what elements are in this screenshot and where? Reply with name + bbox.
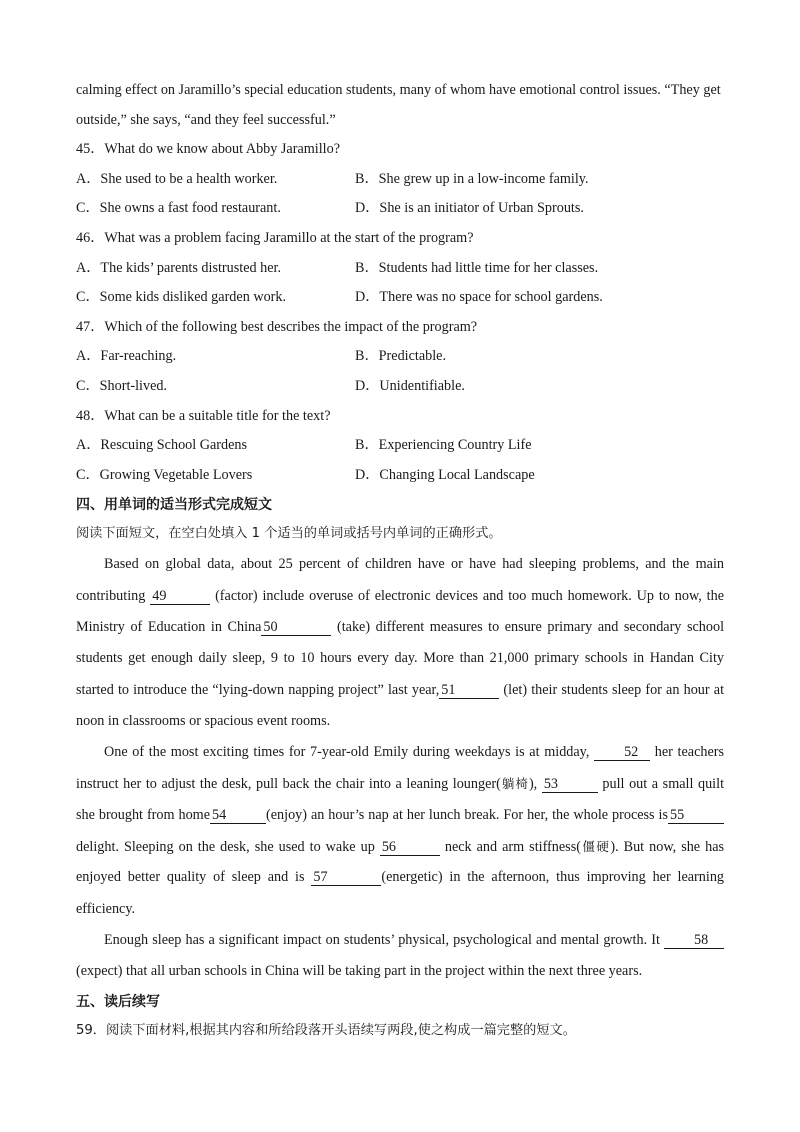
text: pull out a small quilt bbox=[602, 776, 725, 793]
blank-55[interactable]: 55 bbox=[668, 807, 724, 824]
section-4-heading: 四、用单词的适当形式完成短文 bbox=[76, 497, 272, 514]
question-47 bbox=[76, 313, 724, 402]
paragraph-line bbox=[76, 612, 724, 643]
text: Based on global data, about 25 percent of children have or have had sleeping problems, and the main bbox=[104, 556, 724, 573]
option-b: B．Students had little time for her classes. bbox=[355, 259, 599, 276]
option-c: C．She owns a fast food restaurant. bbox=[76, 200, 281, 217]
section-5-heading: 五、读后续写 bbox=[76, 994, 160, 1011]
text: enjoyed better quality of sleep and is bbox=[76, 869, 305, 886]
blank-56[interactable]: 56 bbox=[380, 839, 440, 856]
text: instruct her to adjust the desk, pull back the chair into a leaning lounger( bbox=[76, 776, 501, 793]
question-46 bbox=[76, 224, 724, 313]
text: delight. Sleeping on the desk, she used to wake up bbox=[76, 838, 375, 855]
passage-line: calming effect on Jaramillo’s special education students, many of whom have emotional control issues. “They get bbox=[76, 82, 721, 98]
text: she brought from home bbox=[76, 806, 211, 823]
paragraph-line bbox=[76, 768, 724, 799]
text: students get enough daily sleep, 9 to 10 hours every day. More than 21,000 primary schools in Handan City bbox=[76, 650, 724, 667]
option-c: C．Short-lived. bbox=[76, 377, 168, 394]
text: 僵硬 bbox=[580, 838, 611, 854]
text: Enough sleep has a significant impact on students’ physical, psychological and mental growth. It bbox=[104, 931, 660, 948]
text: Ministry of Education in China bbox=[76, 618, 262, 635]
blank-58[interactable]: 58 bbox=[664, 932, 724, 949]
question-stem: 47．Which of the following best describes the impact of the program? bbox=[76, 318, 478, 335]
paragraph-line bbox=[76, 925, 724, 956]
text: contributing bbox=[76, 587, 146, 604]
text: efficiency. bbox=[76, 900, 136, 917]
option-b: B．Experiencing Country Life bbox=[355, 437, 532, 454]
question-stem: 46．What was a problem facing Jaramillo at the start of the program? bbox=[76, 229, 474, 246]
paragraph-line bbox=[76, 675, 724, 706]
text: (expect) that all urban schools in China will be taking part in the project within the next three years. bbox=[76, 963, 643, 980]
passage-ending bbox=[76, 76, 724, 135]
option-c: C．Growing Vegetable Lovers bbox=[76, 466, 253, 483]
option-b: B．She grew up in a low-income family. bbox=[355, 170, 589, 187]
text: (energetic) in the afternoon, thus improving her learning bbox=[381, 869, 725, 886]
paragraph-line bbox=[76, 549, 724, 580]
blank-50[interactable]: 50 bbox=[261, 619, 331, 636]
paragraph-line bbox=[76, 737, 724, 768]
paragraph-line bbox=[76, 862, 724, 893]
option-d: D．She is an initiator of Urban Sprouts. bbox=[355, 200, 584, 217]
question-stem: 48．What can be a suitable title for the text? bbox=[76, 407, 331, 424]
text: her teachers bbox=[654, 744, 725, 761]
option-b: B．Predictable. bbox=[355, 348, 447, 365]
paragraph-line bbox=[76, 956, 724, 987]
blank-53[interactable]: 53 bbox=[542, 776, 598, 793]
text: ), bbox=[528, 776, 538, 793]
option-a: A．She used to be a health worker. bbox=[76, 170, 278, 187]
passage-line: outside,” she says, “and they feel successful.” bbox=[76, 111, 336, 128]
exam-page bbox=[76, 76, 724, 1046]
option-c: C．Some kids disliked garden work. bbox=[76, 289, 287, 306]
blank-51[interactable]: 51 bbox=[439, 682, 499, 699]
paragraph-line bbox=[76, 831, 724, 862]
question-45 bbox=[76, 135, 724, 224]
text: ). But now, she has bbox=[610, 838, 725, 855]
question-stem: 45．What do we know about Abby Jaramillo? bbox=[76, 141, 340, 158]
paragraph-line bbox=[76, 581, 724, 612]
blank-57[interactable]: 57 bbox=[311, 869, 381, 886]
paragraph-line bbox=[76, 800, 724, 831]
option-d: D．Unidentifiable. bbox=[355, 377, 465, 394]
question-48 bbox=[76, 402, 724, 491]
paragraph-line bbox=[76, 894, 724, 925]
text: started to introduce the “lying-down napping project” last year, bbox=[76, 681, 440, 698]
option-d: D．There was no space for school gardens. bbox=[355, 289, 603, 306]
cloze-paragraph-1 bbox=[76, 549, 724, 737]
cloze-paragraph-3 bbox=[76, 925, 724, 988]
text: (enjoy) an hour’s nap at her lunch break. For her, the whole process is bbox=[266, 806, 668, 823]
text: (factor) include overuse of electronic devices and too much homework. Up to now, the bbox=[215, 587, 725, 604]
section-4-instruction: 阅读下面短文，在空白处填入 1 个适当的单词或括号内单词的正确形式。 bbox=[76, 526, 502, 542]
blank-54[interactable]: 54 bbox=[210, 807, 266, 824]
text: neck and arm stiffness( bbox=[444, 838, 581, 855]
text: One of the most exciting times for 7-year-old Emily during weekdays is at midday, bbox=[104, 744, 590, 761]
paragraph-line bbox=[76, 706, 724, 737]
text: 躺椅 bbox=[500, 776, 529, 792]
blank-49[interactable]: 49 bbox=[150, 588, 210, 605]
text: noon in classrooms or spacious event rooms. bbox=[76, 712, 331, 729]
option-a: A．The kids’ parents distrusted her. bbox=[76, 259, 282, 276]
text: (let) their students sleep for an hour at bbox=[503, 681, 725, 698]
option-d: D．Changing Local Landscape bbox=[355, 466, 535, 483]
text: (take) different measures to ensure primary and secondary school bbox=[337, 618, 725, 635]
option-a: A．Rescuing School Gardens bbox=[76, 437, 248, 454]
cloze-paragraph-2 bbox=[76, 737, 724, 925]
paragraph-line bbox=[76, 643, 724, 674]
blank-52[interactable]: 52 bbox=[594, 744, 650, 761]
option-a: A．Far-reaching. bbox=[76, 348, 177, 365]
question-59: 59．阅读下面材料,根据其内容和所给段落开头语续写两段,使之构成一篇完整的短文。 bbox=[76, 1023, 576, 1039]
